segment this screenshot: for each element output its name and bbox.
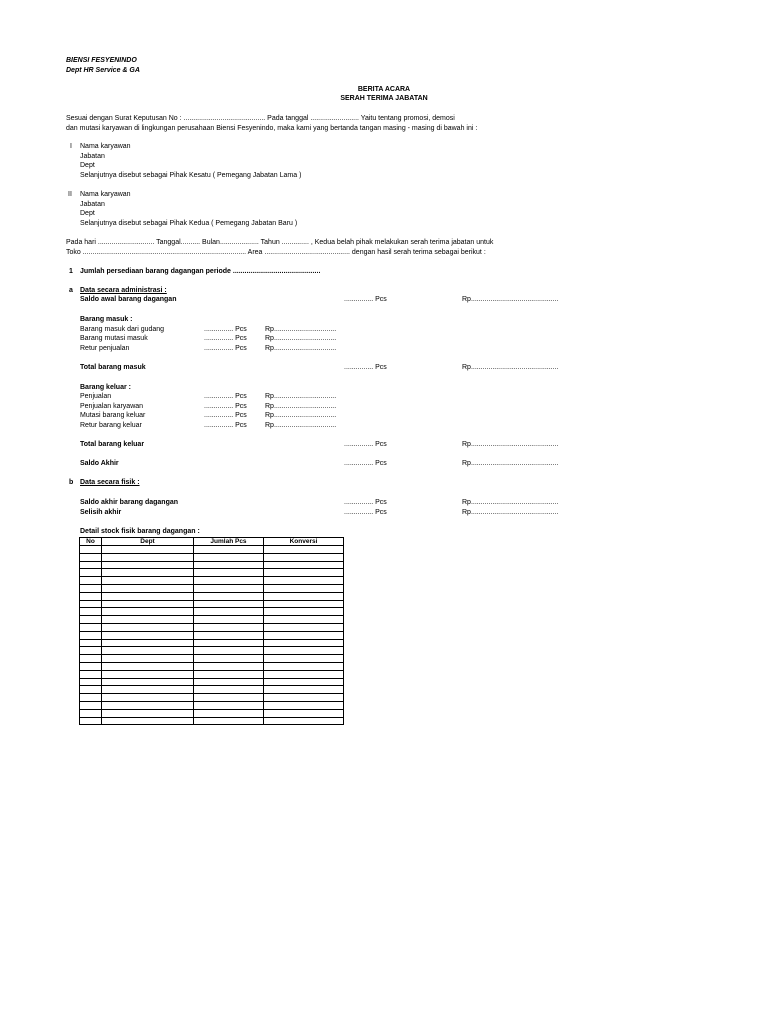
saldo-awal-rp: Rp............................................. (462, 296, 559, 303)
table-cell (194, 631, 264, 639)
table-cell (102, 701, 194, 709)
section-b-letter: b (69, 479, 74, 486)
retur-keluar-label: Retur barang keluar (80, 422, 142, 429)
table-cell (264, 662, 344, 670)
table-row (80, 546, 344, 554)
table-cell (194, 709, 264, 717)
col-header-konversi: Konversi (264, 538, 344, 546)
table-cell (80, 561, 102, 569)
fisik-saldo-akhir-pcs: ............... Pcs (344, 499, 387, 506)
table-row (80, 569, 344, 577)
retur-penjualan-rp: Rp................................ (265, 345, 337, 352)
table-row (80, 717, 344, 725)
table-cell (80, 592, 102, 600)
table-cell (194, 647, 264, 655)
table-cell (194, 717, 264, 725)
penjualan-rp: Rp................................ (265, 393, 337, 400)
party1-name-label: Nama karyawan (80, 143, 131, 150)
table-cell (102, 631, 194, 639)
table-cell (264, 600, 344, 608)
table-cell (80, 678, 102, 686)
section-a-title: Data secara administrasi : (80, 287, 167, 294)
table-cell (80, 686, 102, 694)
saldo-akhir-pcs: ............... Pcs (344, 460, 387, 467)
total-masuk-label: Total barang masuk (80, 364, 146, 371)
company-name: BIENSI FESYENINDO (66, 57, 137, 64)
party2-name-label: Nama karyawan (80, 191, 131, 198)
total-keluar-pcs: ............... Pcs (344, 441, 387, 448)
table-cell (80, 631, 102, 639)
table-cell (264, 631, 344, 639)
table-cell (194, 561, 264, 569)
table-row (80, 631, 344, 639)
saldo-akhir-label: Saldo Akhir (80, 460, 119, 467)
table-cell (80, 546, 102, 554)
retur-penjualan-label: Retur penjualan (80, 345, 130, 352)
table-cell (264, 686, 344, 694)
saldo-akhir-rp: Rp............................................. (462, 460, 559, 467)
table-cell (194, 577, 264, 585)
document-subtitle: SERAH TERIMA JABATAN (340, 95, 428, 102)
table-cell (264, 553, 344, 561)
table-row (80, 701, 344, 709)
table-cell (264, 584, 344, 592)
table-cell (194, 592, 264, 600)
party2-numeral: II (68, 191, 72, 198)
table-row (80, 662, 344, 670)
table-cell (264, 670, 344, 678)
table-cell (80, 701, 102, 709)
total-masuk-pcs: ............... Pcs (344, 364, 387, 371)
retur-keluar-pcs: ............... Pcs (204, 422, 247, 429)
mutasi-masuk-pcs: ............... Pcs (204, 335, 247, 342)
table-cell (264, 647, 344, 655)
table-cell (194, 623, 264, 631)
table-cell (80, 694, 102, 702)
table-cell (102, 584, 194, 592)
saldo-awal-label: Saldo awal barang dagangan (80, 296, 177, 303)
table-cell (80, 647, 102, 655)
table-cell (80, 553, 102, 561)
party2-jabatan-label: Jabatan (80, 201, 105, 208)
table-cell (194, 686, 264, 694)
table-row (80, 561, 344, 569)
document-title: BERITA ACARA (357, 86, 411, 93)
mutasi-masuk-rp: Rp................................ (265, 335, 337, 342)
table-cell (80, 662, 102, 670)
table-cell (80, 569, 102, 577)
table-row (80, 577, 344, 585)
table-cell (194, 655, 264, 663)
col-header-dept: Dept (102, 538, 194, 546)
total-masuk-rp: Rp............................................. (462, 364, 559, 371)
party1-numeral: I (70, 143, 72, 150)
table-cell (102, 694, 194, 702)
penjualan-label: Penjualan (80, 393, 112, 400)
fisik-saldo-akhir-rp: Rp............................................. (462, 499, 559, 506)
party1-description: Selanjutnya disebut sebagai Pihak Kesatu ( Pemegang Jabatan Lama ) (80, 172, 302, 179)
section1-number: 1 (69, 268, 73, 275)
table-cell (264, 694, 344, 702)
table-cell (264, 546, 344, 554)
intro-line-1: Sesuai dengan Surat Keputusan No : .......................................... Pada tanggal ......................... Yaitu tentang promosi, demosi (66, 115, 455, 122)
table-cell (194, 670, 264, 678)
table-cell (264, 639, 344, 647)
table-cell (102, 546, 194, 554)
table-cell (102, 655, 194, 663)
selisih-akhir-label: Selisih akhir (80, 509, 122, 516)
table-cell (102, 647, 194, 655)
selisih-akhir-pcs: ............... Pcs (344, 509, 387, 516)
party1-dept-label: Dept (80, 162, 95, 169)
stock-detail-table (79, 537, 344, 725)
fisik-saldo-akhir-label: Saldo akhir barang dagangan (80, 499, 179, 506)
mutasi-keluar-pcs: ............... Pcs (204, 412, 247, 419)
table-cell (264, 709, 344, 717)
table-cell (194, 694, 264, 702)
table-cell (264, 592, 344, 600)
section-a-letter: a (69, 287, 73, 294)
masuk-gudang-label: Barang masuk dari gudang (80, 326, 165, 333)
penjualan-karyawan-rp: Rp................................ (265, 403, 337, 410)
table-cell (194, 553, 264, 561)
selisih-akhir-rp: Rp............................................. (462, 509, 559, 516)
table-cell (102, 592, 194, 600)
department-name: Dept HR Service & GA (66, 67, 140, 74)
table-cell (264, 608, 344, 616)
table-cell (102, 616, 194, 624)
table-cell (80, 577, 102, 585)
intro-line-2: dan mutasi karyawan di lingkungan perusahaan Biensi Fesyenindo, maka kami yang bertanda tangan masing - masing di bawah ini : (66, 125, 478, 132)
table-row (80, 670, 344, 678)
table-cell (80, 655, 102, 663)
table-row (80, 686, 344, 694)
total-keluar-label: Total barang keluar (80, 441, 145, 448)
table-cell (102, 662, 194, 670)
mutasi-masuk-label: Barang mutasi masuk (80, 335, 148, 342)
table-row (80, 616, 344, 624)
table-row (80, 639, 344, 647)
table-cell (80, 670, 102, 678)
table-row (80, 592, 344, 600)
table-cell (102, 717, 194, 725)
table-cell (102, 623, 194, 631)
table-row (80, 655, 344, 663)
table-row (80, 647, 344, 655)
penjualan-pcs: ............... Pcs (204, 393, 247, 400)
table-cell (102, 709, 194, 717)
col-header-jumlah-pcs: Jumlah Pcs (194, 538, 264, 546)
table-row (80, 553, 344, 561)
pada-hari-line-1: Pada hari ............................. Tanggal.......... Bulan.................... Tahun .............. , Kedua belah pihak melakukan serah terima jabatan untuk (66, 239, 494, 246)
table-cell (194, 678, 264, 686)
table-cell (102, 639, 194, 647)
table-cell (264, 701, 344, 709)
table-cell (102, 553, 194, 561)
table-row (80, 584, 344, 592)
table-cell (102, 569, 194, 577)
table-cell (102, 608, 194, 616)
retur-keluar-rp: Rp................................ (265, 422, 337, 429)
table-cell (194, 701, 264, 709)
table-row (80, 694, 344, 702)
saldo-awal-pcs: ............... Pcs (344, 296, 387, 303)
table-cell (80, 709, 102, 717)
table-cell (102, 686, 194, 694)
table-cell (102, 561, 194, 569)
table-cell (194, 584, 264, 592)
table-cell (80, 584, 102, 592)
barang-masuk-title: Barang masuk : (80, 316, 133, 323)
barang-keluar-title: Barang keluar : (80, 384, 131, 391)
total-keluar-rp: Rp............................................. (462, 441, 559, 448)
table-cell (264, 561, 344, 569)
table-row (80, 608, 344, 616)
col-header-no: No (80, 538, 102, 546)
table-row (80, 678, 344, 686)
table-cell (194, 608, 264, 616)
party2-dept-label: Dept (80, 210, 95, 217)
table-row (80, 600, 344, 608)
mutasi-keluar-rp: Rp................................ (265, 412, 337, 419)
table-cell (194, 616, 264, 624)
table-cell (102, 577, 194, 585)
detail-stock-title: Detail stock fisik barang dagangan : (80, 528, 200, 535)
table-cell (80, 616, 102, 624)
table-cell (264, 655, 344, 663)
table-cell (264, 623, 344, 631)
penjualan-karyawan-pcs: ............... Pcs (204, 403, 247, 410)
table-cell (80, 608, 102, 616)
table-cell (102, 678, 194, 686)
table-cell (264, 616, 344, 624)
table-cell (194, 546, 264, 554)
penjualan-karyawan-label: Penjualan karyawan (80, 403, 144, 410)
masuk-gudang-pcs: ............... Pcs (204, 326, 247, 333)
party2-description: Selanjutnya disebut sebagai Pihak Kedua ( Pemegang Jabatan Baru ) (80, 220, 298, 227)
table-cell (80, 623, 102, 631)
table-cell (80, 717, 102, 725)
section1-label: Jumlah persediaan barang dagangan periode ............................................. (80, 268, 321, 275)
masuk-gudang-rp: Rp................................ (265, 326, 337, 333)
table-cell (194, 600, 264, 608)
retur-penjualan-pcs: ............... Pcs (204, 345, 247, 352)
table-cell (194, 569, 264, 577)
table-cell (102, 600, 194, 608)
table-cell (102, 670, 194, 678)
table-cell (264, 577, 344, 585)
table-header-row (80, 538, 344, 546)
table-cell (264, 569, 344, 577)
party1-jabatan-label: Jabatan (80, 153, 105, 160)
table-row (80, 709, 344, 717)
mutasi-keluar-label: Mutasi barang keluar (80, 412, 146, 419)
table-cell (194, 662, 264, 670)
table-row (80, 623, 344, 631)
table-body (80, 546, 344, 725)
table-cell (80, 639, 102, 647)
table-cell (80, 600, 102, 608)
table-cell (194, 639, 264, 647)
pada-hari-line-2: Toko .................................................................................... Area ............................................ dengan hasil serah terima sebagai berikut : (66, 249, 486, 256)
section-b-title: Data secara fisik : (80, 479, 140, 486)
table-cell (264, 717, 344, 725)
table-cell (264, 678, 344, 686)
